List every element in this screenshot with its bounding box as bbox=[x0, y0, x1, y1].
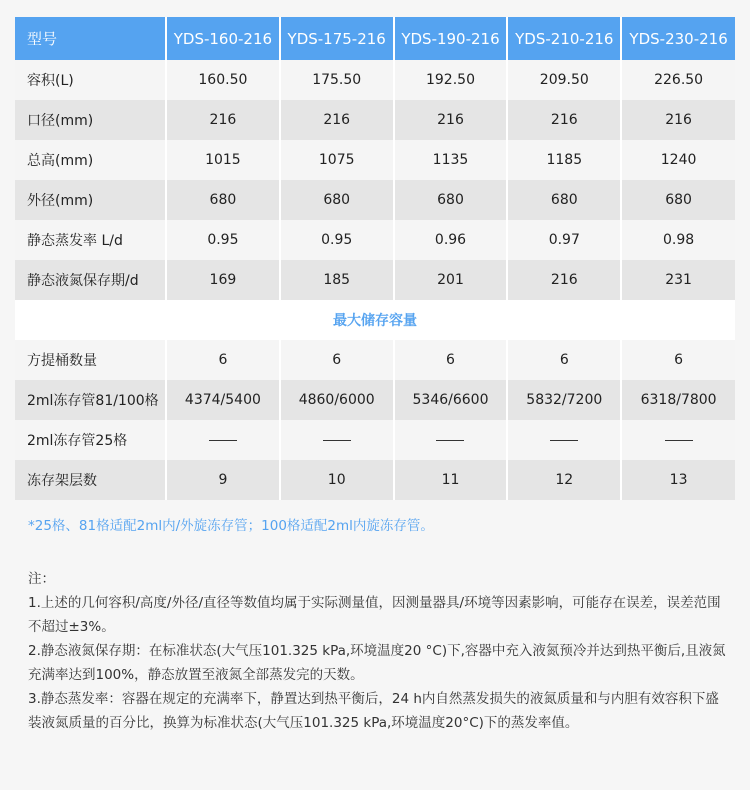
cell-value: 5346/6600 bbox=[394, 380, 508, 420]
header-model: YDS-210-216 bbox=[507, 17, 621, 60]
table-row bbox=[15, 380, 735, 420]
cell-value: 680 bbox=[507, 180, 621, 220]
cell-value: 6318/7800 bbox=[621, 380, 735, 420]
cell-value bbox=[507, 420, 621, 460]
table-row bbox=[15, 220, 735, 260]
cell-value: 6 bbox=[394, 340, 508, 380]
cell-value: 175.50 bbox=[280, 60, 394, 100]
cell-value: 10 bbox=[280, 460, 394, 500]
cell-value: 6 bbox=[621, 340, 735, 380]
cell-value bbox=[394, 420, 508, 460]
cell-value: 1015 bbox=[166, 140, 280, 180]
dash-placeholder bbox=[436, 440, 464, 441]
cell-value: 1240 bbox=[621, 140, 735, 180]
cell-value: 0.98 bbox=[621, 220, 735, 260]
table-row bbox=[15, 420, 735, 460]
cell-value: 160.50 bbox=[166, 60, 280, 100]
table-row bbox=[15, 140, 735, 180]
cell-value: 216 bbox=[280, 100, 394, 140]
note-2: 2.静态液氮保存期：在标准状态(大气压101.325 kPa,环境温度20 °C)下,容器中充入液氮预冷并达到热平衡后,且液氮充满率达到100%，静态放置至液氮全部蒸发完的天数。 bbox=[28, 643, 726, 683]
dash-placeholder bbox=[209, 440, 237, 441]
cell-value: 185 bbox=[280, 260, 394, 300]
cell-value: 0.97 bbox=[507, 220, 621, 260]
cell-value: 169 bbox=[166, 260, 280, 300]
cell-value: 4374/5400 bbox=[166, 380, 280, 420]
header-model: YDS-175-216 bbox=[280, 17, 394, 60]
row-label: 静态液氮保存期/d bbox=[15, 260, 166, 300]
cell-value: 192.50 bbox=[394, 60, 508, 100]
row-label: 2ml冻存管81/100格 bbox=[15, 380, 166, 420]
cell-value: 680 bbox=[621, 180, 735, 220]
table-row bbox=[15, 100, 735, 140]
notes-title: 注： bbox=[28, 571, 55, 587]
cell-value: 680 bbox=[394, 180, 508, 220]
header-model: YDS-160-216 bbox=[166, 17, 280, 60]
table-row bbox=[15, 460, 735, 500]
row-label: 口径(mm) bbox=[15, 100, 166, 140]
cell-value: 1075 bbox=[280, 140, 394, 180]
section-title: 最大储存容量 bbox=[15, 300, 735, 340]
cell-value: 0.95 bbox=[280, 220, 394, 260]
note-3: 3.静态蒸发率：容器在规定的充满率下，静置达到热平衡后，24 h内自然蒸发损失的液氮质量和与内胆有效容积下盛装液氮质量的百分比，换算为标准状态(大气压101.325 kPa,环境温度20°C)下的蒸发率值。 bbox=[28, 691, 719, 731]
cell-value: 209.50 bbox=[507, 60, 621, 100]
cell-value bbox=[280, 420, 394, 460]
row-label: 总高(mm) bbox=[15, 140, 166, 180]
cell-value: 1135 bbox=[394, 140, 508, 180]
cell-value: 0.95 bbox=[166, 220, 280, 260]
cell-value: 216 bbox=[507, 260, 621, 300]
cell-value: 216 bbox=[394, 100, 508, 140]
section-row bbox=[15, 300, 735, 340]
cell-value: 13 bbox=[621, 460, 735, 500]
dash-placeholder bbox=[665, 440, 693, 441]
row-label: 容积(L) bbox=[15, 60, 166, 100]
cell-value: 1185 bbox=[507, 140, 621, 180]
cell-value: 201 bbox=[394, 260, 508, 300]
table-row bbox=[15, 60, 735, 100]
row-label: 外径(mm) bbox=[15, 180, 166, 220]
notes bbox=[28, 567, 728, 735]
row-label: 方提桶数量 bbox=[15, 340, 166, 380]
cell-value: 4860/6000 bbox=[280, 380, 394, 420]
header-model: YDS-230-216 bbox=[621, 17, 735, 60]
cell-value: 216 bbox=[621, 100, 735, 140]
cell-value: 5832/7200 bbox=[507, 380, 621, 420]
header-label: 型号 bbox=[15, 17, 166, 60]
cell-value: 9 bbox=[166, 460, 280, 500]
row-label: 冻存架层数 bbox=[15, 460, 166, 500]
dash-placeholder bbox=[323, 440, 351, 441]
cell-value: 6 bbox=[280, 340, 394, 380]
cell-value bbox=[166, 420, 280, 460]
cell-value: 216 bbox=[507, 100, 621, 140]
header-model: YDS-190-216 bbox=[394, 17, 508, 60]
spec-table bbox=[15, 17, 735, 500]
cell-value: 11 bbox=[394, 460, 508, 500]
table-row bbox=[15, 340, 735, 380]
note-1: 1.上述的几何容积/高度/外径/直径等数值均属于实际测量值，因测量器具/环境等因素影响，可能存在误差，误差范围不超过±3%。 bbox=[28, 595, 721, 635]
table-row bbox=[15, 260, 735, 300]
header-row bbox=[15, 17, 735, 60]
table-row bbox=[15, 180, 735, 220]
cell-value: 0.96 bbox=[394, 220, 508, 260]
row-label: 2ml冻存管25格 bbox=[15, 420, 166, 460]
cell-value bbox=[621, 420, 735, 460]
footnote: *25格、81格适配2ml内/外旋冻存管；100格适配2ml内旋冻存管。 bbox=[28, 518, 434, 534]
cell-value: 226.50 bbox=[621, 60, 735, 100]
cell-value: 680 bbox=[280, 180, 394, 220]
row-label: 静态蒸发率 L/d bbox=[15, 220, 166, 260]
dash-placeholder bbox=[550, 440, 578, 441]
cell-value: 6 bbox=[166, 340, 280, 380]
cell-value: 680 bbox=[166, 180, 280, 220]
cell-value: 12 bbox=[507, 460, 621, 500]
cell-value: 216 bbox=[166, 100, 280, 140]
cell-value: 6 bbox=[507, 340, 621, 380]
cell-value: 231 bbox=[621, 260, 735, 300]
